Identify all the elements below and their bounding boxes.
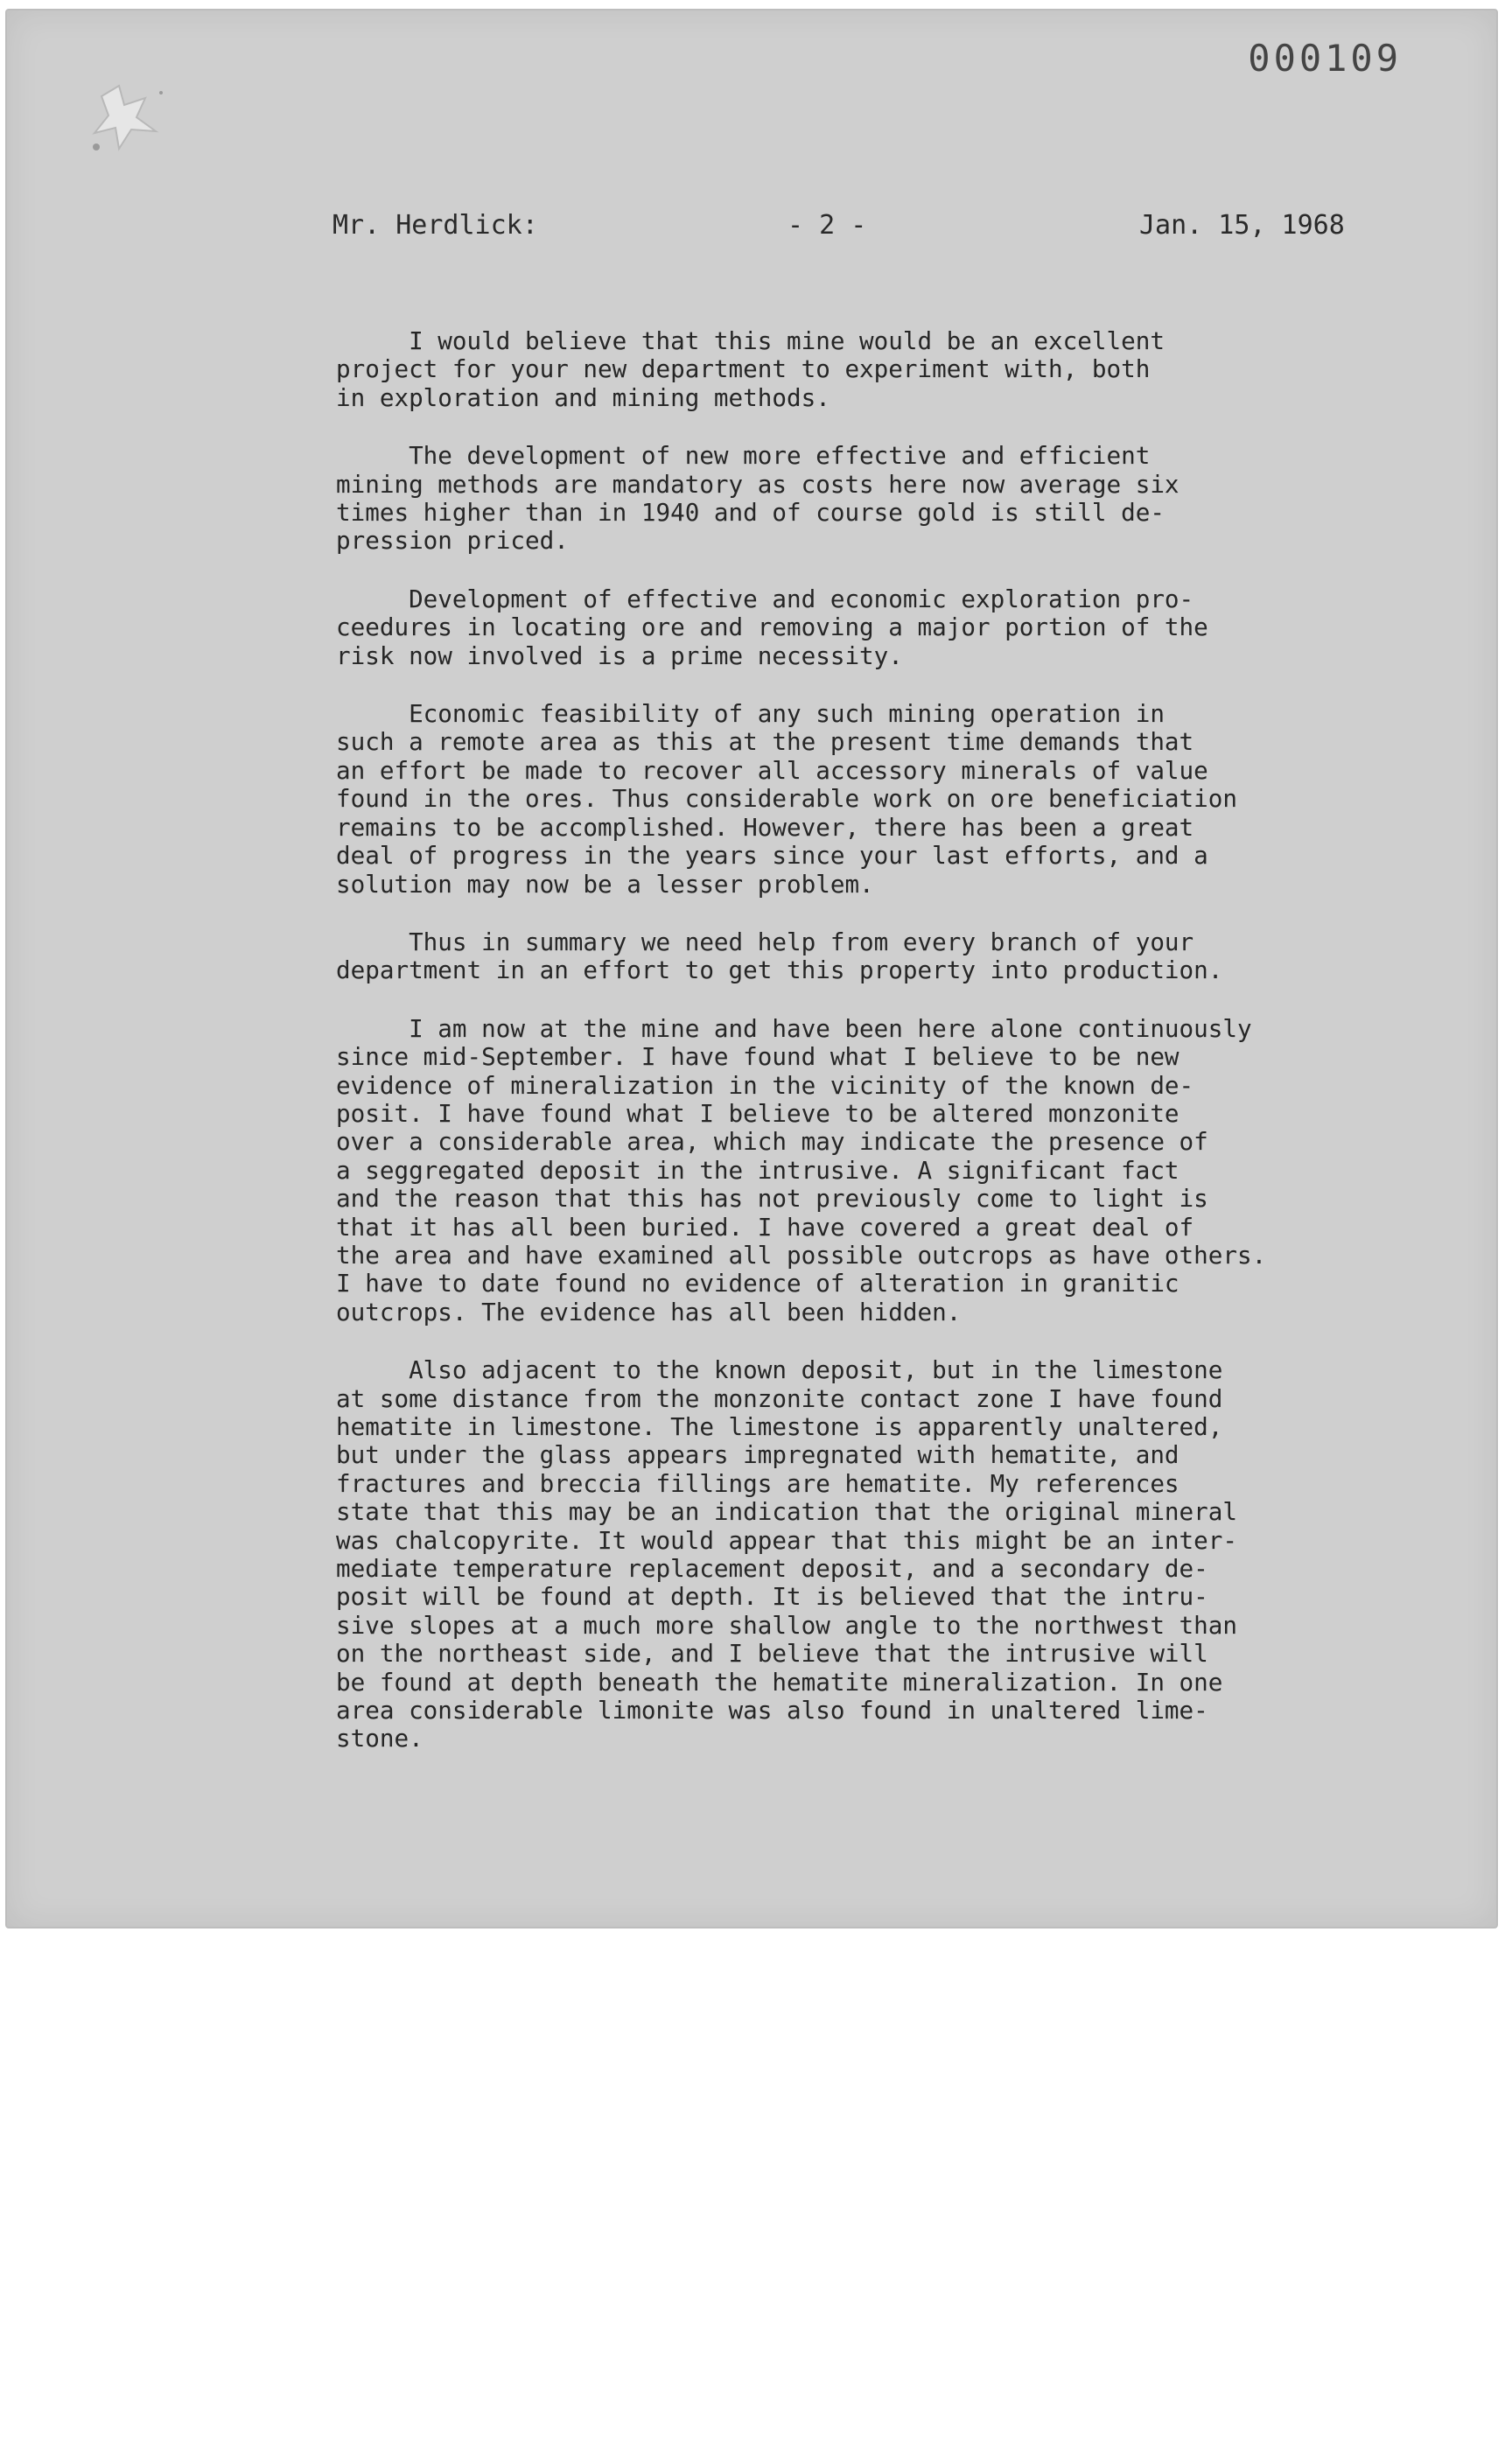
addressee: Mr. Herdlick: xyxy=(332,210,538,241)
paragraph: The development of new more effective and efficient mining methods are mandatory as costs here now average six times higher than in 1940 and of course gold is still de- pression priced. xyxy=(336,441,1180,556)
paragraph: I am now at the mine and have been here alone continuously since mid-September. I have found what I believe to be new evidence of mineralization in the vicinity of the known de- posit. I have found what I believe to be altered monzonite over a considerable area, which may indicate the presence of a seggregated deposit in the intrusive. A significant fact and the reason that this has not previously come to light is that it has all been buried. I have covered a great deal of the area and have examined all possible outcrops as have others. I have to date found no evidence of alteration in granitic outcrops. The evidence has all been hidden. xyxy=(336,1013,1267,1326)
paragraph: Economic feasibility of any such mining operation in such a remote area as this at the present time demands that an effort be made to recover all accessory minerals of value found in the ores. Thus considerable work on ore beneficiation remains to be accomplished. However, there has been a great deal of progress in the years since your last efforts, and a solution may now be a lesser problem. xyxy=(336,699,1237,899)
blank-scan-margin xyxy=(0,1937,1512,2450)
scanned-letter-page xyxy=(5,9,1498,1928)
letter-header xyxy=(7,210,1496,245)
paragraph: Thus in summary we need help from every branch of your department in an effort to get this property into production. xyxy=(336,927,1223,985)
paragraph: I would believe that this mine would be an excellent project for your new department to experiment with, both in exploration and mining methods. xyxy=(336,326,1165,412)
ink-blot-mark xyxy=(84,79,168,158)
paragraph: Development of effective and economic exploration pro- ceedures in locating ore and removing a major portion of the risk now involved is a prime necessity. xyxy=(336,584,1208,670)
letter-body xyxy=(336,327,1474,1783)
document-stamp-number: 000109 xyxy=(1248,37,1402,80)
letter-date: Jan. 15, 1968 xyxy=(1139,210,1345,241)
paragraph: Also adjacent to the known deposit, but in the limestone at some distance from the monzonite contact zone I have found hematite in limestone. The limestone is apparently unaltered, but under the glass appears impregnated with hematite, and fractures and breccia fillings are hematite. My references state that this may be an indication that the original mineral was chalcopyrite. It would appear that this might be an inter- mediate temperature replacement deposit, and a secondary de- posit will be found at depth. It is believed that the intru- sive slopes at a much more shallow angle to the northwest than on the northeast side, and I believe that the intrusive will be found at depth beneath the hematite mineralization. In one area considerable limonite was also found in unaltered lime- stone. xyxy=(336,1355,1237,1754)
page-number: - 2 - xyxy=(788,210,867,241)
